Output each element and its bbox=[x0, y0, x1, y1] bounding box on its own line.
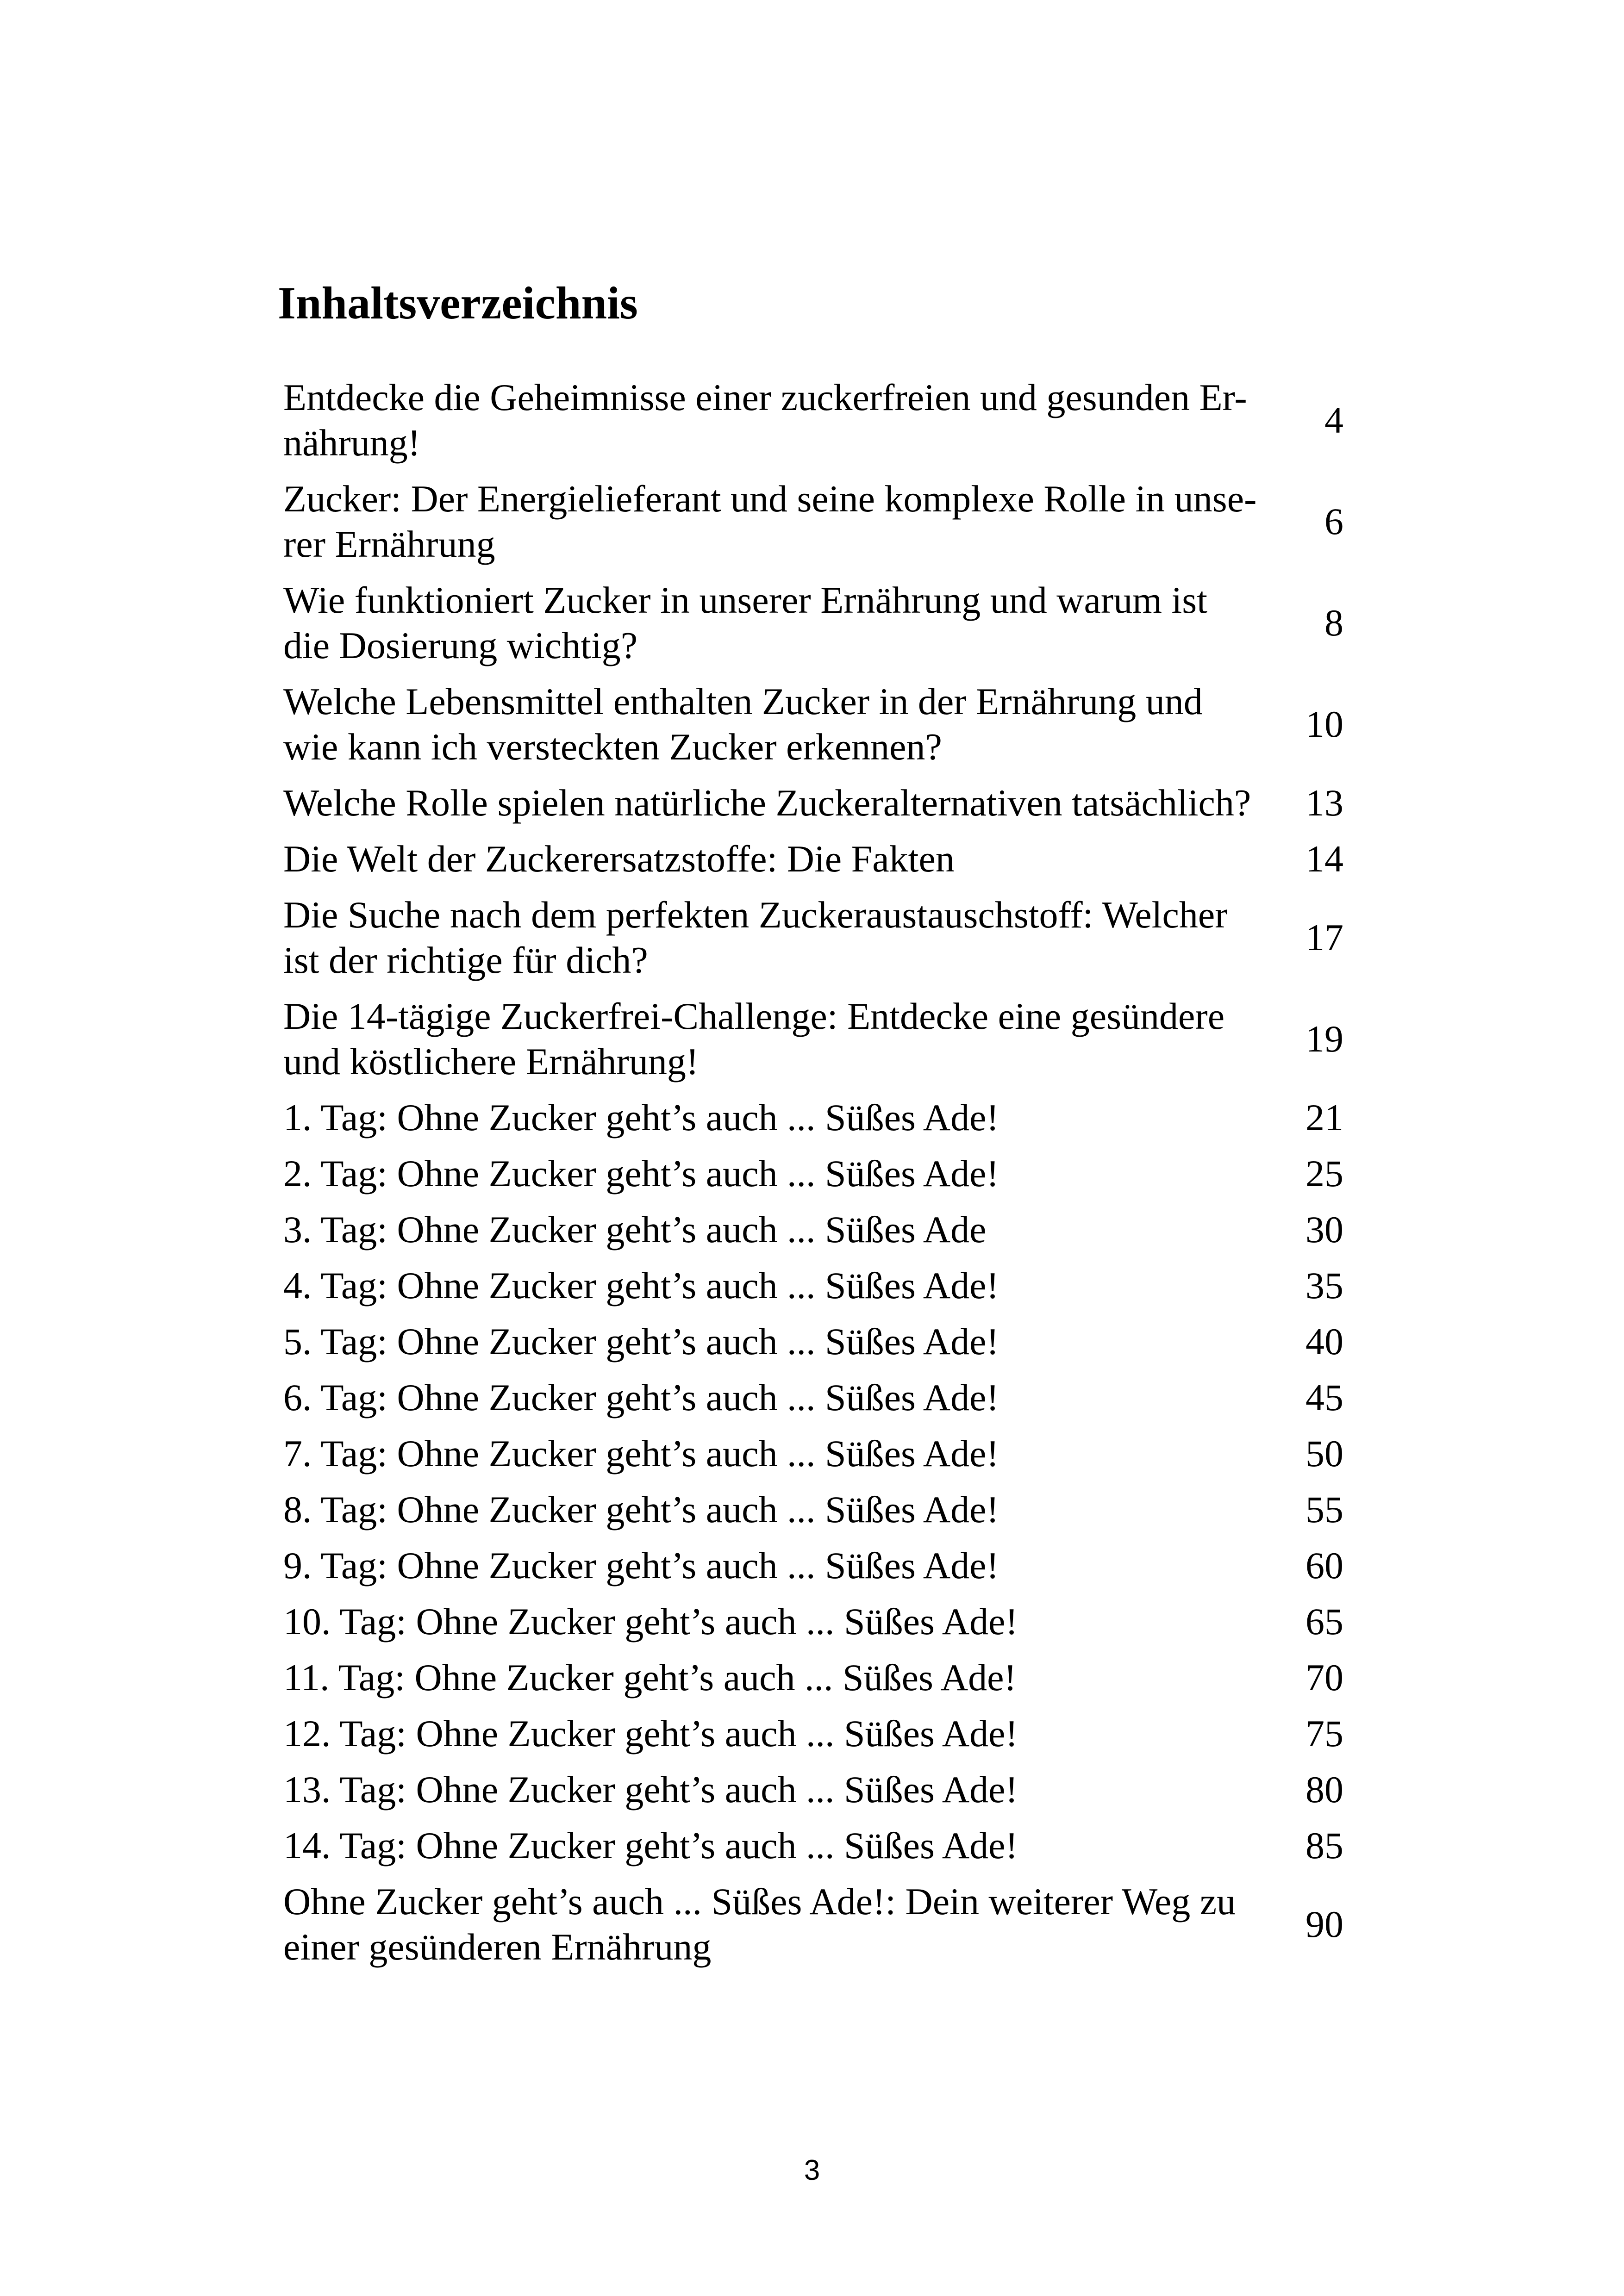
toc-entry bbox=[283, 1207, 1343, 1263]
toc-entry-page-number: 13 bbox=[1305, 782, 1343, 824]
toc-entry bbox=[283, 1879, 1343, 1980]
toc-entry-title: Welche Lebensmittel enthalten Zucker in der Ernährung und wie kann ich versteckten Zucker erkennen? bbox=[283, 680, 1203, 768]
toc-entry-title: 4. Tag: Ohne Zucker geht’s auch ... Süßes Ade! bbox=[283, 1264, 999, 1307]
toc-entry bbox=[283, 780, 1343, 836]
toc-entry-title: 5. Tag: Ohne Zucker geht’s auch ... Süßes Ade! bbox=[283, 1320, 999, 1363]
toc-entry-page-number: 35 bbox=[1305, 1264, 1343, 1307]
toc-entry-page-number: 14 bbox=[1305, 838, 1343, 880]
toc-entry-page-number: 8 bbox=[1324, 602, 1343, 644]
toc-entry bbox=[283, 1151, 1343, 1207]
toc-entry bbox=[283, 1095, 1343, 1151]
toc-entry-page-number: 4 bbox=[1324, 399, 1343, 441]
toc-entry-title: 2. Tag: Ohne Zucker geht’s auch ... Süßes Ade! bbox=[283, 1152, 999, 1195]
toc-entry-page-number: 19 bbox=[1305, 1018, 1343, 1060]
toc-entry-title: Zucker: Der Energielieferant und seine komplexe Rolle in unse- rer Ernährung bbox=[283, 478, 1257, 565]
toc-entry-title: 10. Tag: Ohne Zucker geht’s auch ... Süßes Ade! bbox=[283, 1600, 1018, 1643]
toc-entry-title: Ohne Zucker geht’s auch ... Süßes Ade!: Dein weiterer Weg zu einer gesünderen Ernährung bbox=[283, 1880, 1236, 1968]
toc-entry-title: 14. Tag: Ohne Zucker geht’s auch ... Süßes Ade! bbox=[283, 1824, 1018, 1867]
toc-entry bbox=[283, 1767, 1343, 1823]
toc-entry bbox=[283, 1823, 1343, 1879]
toc-entry-title: 6. Tag: Ohne Zucker geht’s auch ... Süßes Ade! bbox=[283, 1376, 999, 1419]
toc-entry-page-number: 60 bbox=[1305, 1544, 1343, 1587]
toc-entry bbox=[283, 679, 1343, 780]
toc-entry-title: Wie funktioniert Zucker in unserer Ernährung und warum ist die Dosierung wichtig? bbox=[283, 579, 1207, 666]
toc-entry bbox=[283, 892, 1343, 994]
toc-entry-page-number: 85 bbox=[1305, 1824, 1343, 1867]
toc-entry-page-number: 50 bbox=[1305, 1432, 1343, 1475]
toc-entry-title: 12. Tag: Ohne Zucker geht’s auch ... Süßes Ade! bbox=[283, 1712, 1018, 1755]
toc-entry bbox=[283, 1543, 1343, 1599]
toc-entry-title: 13. Tag: Ohne Zucker geht’s auch ... Süßes Ade! bbox=[283, 1768, 1018, 1811]
toc-entry-title: 11. Tag: Ohne Zucker geht’s auch ... Süßes Ade! bbox=[283, 1656, 1017, 1699]
toc-entry-page-number: 30 bbox=[1305, 1208, 1343, 1251]
toc-entry-page-number: 45 bbox=[1305, 1376, 1343, 1419]
toc-entry-page-number: 10 bbox=[1305, 703, 1343, 745]
toc-entry-title: Entdecke die Geheimnisse einer zuckerfreien und gesunden Er- nährung! bbox=[283, 376, 1247, 464]
toc-entry-page-number: 17 bbox=[1305, 916, 1343, 958]
toc-entry-page-number: 40 bbox=[1305, 1320, 1343, 1363]
toc-entry-page-number: 90 bbox=[1305, 1903, 1343, 1945]
toc-entry-page-number: 65 bbox=[1305, 1600, 1343, 1643]
toc-entry-page-number: 21 bbox=[1305, 1096, 1343, 1139]
toc-entry bbox=[283, 1655, 1343, 1711]
page-title: Inhaltsverzeichnis bbox=[278, 277, 638, 329]
toc-entry-page-number: 55 bbox=[1305, 1488, 1343, 1531]
toc-entry bbox=[283, 1263, 1343, 1319]
toc-entry bbox=[283, 836, 1343, 892]
toc-entry bbox=[283, 994, 1343, 1095]
toc-entry bbox=[283, 1319, 1343, 1375]
toc-entry bbox=[283, 375, 1343, 476]
toc-entry bbox=[283, 1599, 1343, 1655]
toc-entry bbox=[283, 1711, 1343, 1767]
page-number: 3 bbox=[804, 2154, 820, 2186]
toc-entry bbox=[283, 1431, 1343, 1487]
toc-entry-title: Die 14-tägige Zuckerfrei-Challenge: Entdecke eine gesündere und köstlichere Ernährung! bbox=[283, 995, 1225, 1083]
toc-entry-page-number: 6 bbox=[1324, 500, 1343, 542]
toc-entry-title: 8. Tag: Ohne Zucker geht’s auch ... Süßes Ade! bbox=[283, 1488, 999, 1531]
toc-entry-title: 9. Tag: Ohne Zucker geht’s auch ... Süßes Ade! bbox=[283, 1544, 999, 1587]
toc-entry-page-number: 25 bbox=[1305, 1152, 1343, 1195]
toc-entry-title: Welche Rolle spielen natürliche Zuckeralternativen tatsächlich? bbox=[283, 782, 1251, 824]
toc-entry-title: Die Welt der Zuckerersatzstoffe: Die Fakten bbox=[283, 838, 955, 880]
toc-entry-page-number: 70 bbox=[1305, 1656, 1343, 1699]
toc-entry bbox=[283, 1487, 1343, 1543]
toc-entry bbox=[283, 476, 1343, 578]
toc-entry bbox=[283, 578, 1343, 679]
toc-entry-page-number: 80 bbox=[1305, 1768, 1343, 1811]
toc-entry-title: 3. Tag: Ohne Zucker geht’s auch ... Süßes Ade bbox=[283, 1208, 987, 1251]
toc-entry-title: Die Suche nach dem perfekten Zuckeraustauschstoff: Welcher ist der richtige für dich? bbox=[283, 894, 1228, 981]
toc-entry-title: 7. Tag: Ohne Zucker geht’s auch ... Süßes Ade! bbox=[283, 1432, 999, 1475]
toc-entry-title: 1. Tag: Ohne Zucker geht’s auch ... Süßes Ade! bbox=[283, 1096, 999, 1139]
toc-entry bbox=[283, 1375, 1343, 1431]
table-of-contents bbox=[283, 375, 1343, 1980]
toc-entry-page-number: 75 bbox=[1305, 1712, 1343, 1755]
